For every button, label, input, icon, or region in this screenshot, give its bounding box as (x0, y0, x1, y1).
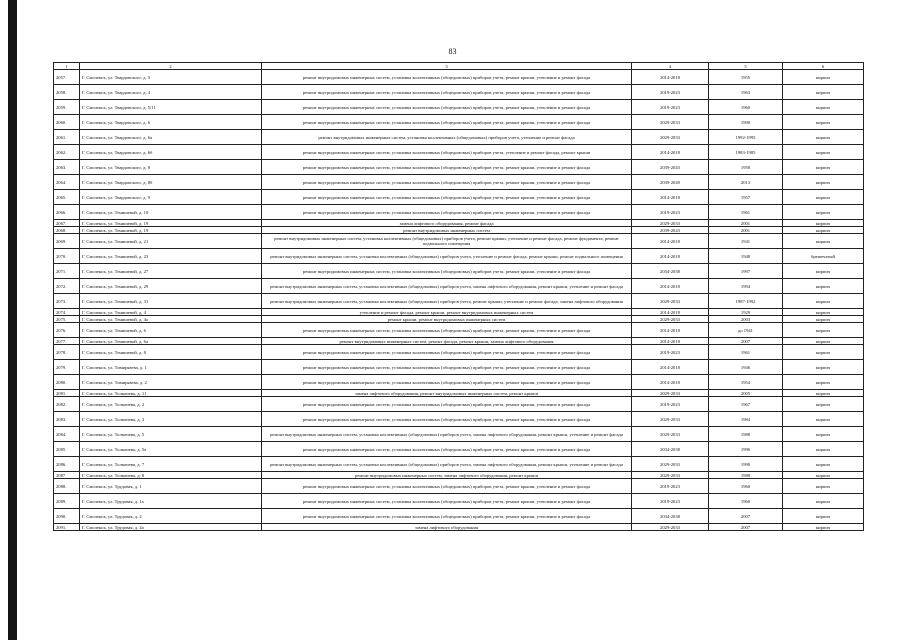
wall-material-cell: кирпич (783, 309, 864, 316)
wall-material-cell: кирпич (783, 397, 864, 412)
table-row (54, 130, 864, 145)
planned-period-cell: 2029-2033 (632, 390, 709, 397)
work-types-cell: ремонт внутридомовых инженерных систем, установка коллективных (общедомовых) приборов учета, ремонт крыши, утепление и ремонт фасада (262, 479, 632, 494)
table-row (54, 294, 864, 309)
wall-material-cell: кирпич (783, 472, 864, 479)
work-types-cell: ремонт внутридомовых инженерных систем, установка коллективных (общедомовых) приборов учета, утепление и ремонт фасада, ремонт крыши, ремонт подвального помещения (262, 249, 632, 264)
row-number: 2077. (54, 338, 80, 345)
row-number: 2081. (54, 390, 80, 397)
work-types-cell: ремонт внутридомовых инженерных систем, установка коллективных (общедомовых) приборов учета, ремонт крыши, утепление и ремонт фасада (262, 494, 632, 509)
work-types-cell: утепление и ремонт фасада, ремонт крыши, ремонт внутридомовых инженерных систем (262, 309, 632, 316)
row-number: 2063. (54, 160, 80, 175)
row-number: 2070. (54, 249, 80, 264)
planned-period-cell: 2014-2018 (632, 249, 709, 264)
table-row (54, 397, 864, 412)
address-cell: Г. Смоленск, ул. Толмачева, д. 5 (80, 427, 262, 442)
wall-material-cell: кирпич (783, 70, 864, 85)
row-number: 2089. (54, 494, 80, 509)
address-cell: Г. Смоленск, ул. Твардовского, д. 9 (80, 190, 262, 205)
table-row (54, 472, 864, 479)
work-types-cell: замена лифтового оборудования, ремонт фасада (262, 220, 632, 227)
planned-period-cell: 2014-2018 (632, 360, 709, 375)
row-number: 2060. (54, 115, 80, 130)
address-cell: Г. Смоленск, ул. Тенишевой, д. 29 (80, 279, 262, 294)
table-row (54, 264, 864, 279)
table-row (54, 85, 864, 100)
table-row (54, 175, 864, 190)
work-types-cell: ремонт внутридомовых инженерных систем, установка коллективных (общедомовых) приборов учета, ремонт крыши, утепление и ремонт фасада (262, 412, 632, 427)
planned-period-cell: 2029-2033 (632, 412, 709, 427)
row-number: 2058. (54, 85, 80, 100)
row-number: 2059. (54, 100, 80, 115)
work-types-cell: ремонт внутридомовых инженерных систем, замена лифтового оборудования, ремонт крыши (262, 472, 632, 479)
work-types-cell: ремонт внутридомовых инженерных систем, установка коллективных (общедомовых) приборов учета, ремонт крыши, утепление и ремонт фасада (262, 397, 632, 412)
row-number: 2061. (54, 130, 80, 145)
planned-period-cell: 2029-2033 (632, 472, 709, 479)
work-types-cell: ремонт внутридомовых инженерных систем (262, 227, 632, 234)
table-row (54, 160, 864, 175)
build-year-cell: 1988 (709, 472, 783, 479)
planned-period-cell: 2014-2018 (632, 309, 709, 316)
address-cell: Г. Смоленск, ул. Толмачева, д. 3 (80, 412, 262, 427)
row-number: 2079. (54, 360, 80, 375)
work-types-cell: замена лифтового оборудования, ремонт внутридомовых инженерных систем, ремонт крыши (262, 390, 632, 397)
table-row (54, 338, 864, 345)
wall-material-cell: кирпич (783, 227, 864, 234)
row-number: 2078. (54, 345, 80, 360)
address-cell: Г. Смоленск, ул. Тенишевой, д. 6а (80, 338, 262, 345)
work-types-cell: ремонт внутридомовых инженерных систем, установка коллективных (общедомовых) приборов учета, замена лифтового оборудования, ремонт крыши, утепление и ремонт фасада (262, 457, 632, 472)
table-row (54, 115, 864, 130)
address-cell: Г. Смоленск, ул. Трудовая, д. 2а (80, 524, 262, 531)
build-year-cell: 1961 (709, 345, 783, 360)
build-year-cell: 1994 (709, 279, 783, 294)
planned-period-cell: 2019-2023 (632, 494, 709, 509)
planned-period-cell: 2019-2023 (632, 479, 709, 494)
address-cell: Г. Смоленск, ул. Тенишевой, д. 4 (80, 309, 262, 316)
address-cell: Г. Смоленск, ул. Твардовского, д. 6 (80, 115, 262, 130)
build-year-cell: 1960 (709, 494, 783, 509)
build-year-cell: 1958 (709, 160, 783, 175)
work-types-cell: ремонт внутридомовых инженерных систем, установка коллективных (общедомовых) приборов учета, ремонт крыши, утепление и ремонт фасада (262, 160, 632, 175)
build-year-cell: 1954 (709, 375, 783, 390)
wall-material-cell: кирпич (783, 412, 864, 427)
row-number: 2072. (54, 279, 80, 294)
wall-material-cell: кирпич (783, 316, 864, 323)
address-cell: Г. Смоленск, ул. Тимирязева, д. 2 (80, 375, 262, 390)
table-row (54, 70, 864, 85)
planned-period-cell: 2014-2018 (632, 375, 709, 390)
build-year-cell: 1960 (709, 100, 783, 115)
table-row (54, 494, 864, 509)
address-cell: Г. Смоленск, ул. Твардовского, д. 3 (80, 70, 262, 85)
row-number: 2073. (54, 294, 80, 309)
wall-material-cell: кирпич (783, 234, 864, 249)
row-number: 2090. (54, 509, 80, 524)
table-row (54, 279, 864, 294)
build-year-cell: 2007 (709, 338, 783, 345)
row-number: 2085. (54, 442, 80, 457)
build-year-cell: 1983-1985 (709, 145, 783, 160)
address-cell: Г. Смоленск, ул. Тенишевой, д. 21 (80, 234, 262, 249)
wall-material-cell: кирпич (783, 279, 864, 294)
row-number: 2087. (54, 472, 80, 479)
wall-material-cell: кирпич (783, 442, 864, 457)
build-year-cell: 1960 (709, 479, 783, 494)
work-types-cell: ремонт внутридомовых инженерных систем, установка коллективных (общедомовых) приборов учета, ремонт крыши, утепление и ремонт фасада (262, 175, 632, 190)
work-types-cell: ремонт внутридомовых инженерных систем, установка коллективных (общедомовых) приборов учета, ремонт крыши, утепление и ремонт фасада (262, 360, 632, 375)
wall-material-cell: кирпич (783, 115, 864, 130)
table-row (54, 316, 864, 323)
row-number: 2083. (54, 412, 80, 427)
table-row (54, 205, 864, 220)
row-number: 2088. (54, 479, 80, 494)
table-row (54, 227, 864, 234)
planned-period-cell: 2034-2038 (632, 509, 709, 524)
work-types-cell: ремонт внутридомовых инженерных систем, установка коллективных (общедомовых) приборов учета, утепление и ремонт фасада (262, 130, 632, 145)
col-header-5: 5 (709, 63, 783, 70)
row-number: 2071. (54, 264, 80, 279)
work-types-cell: ремонт внутридомовых инженерных систем, установка коллективных (общедомовых) приборов учета, ремонт крыши, утепление и ремонт фасада, ремонт фундамента, ремонт подвального помещения (262, 234, 632, 249)
wall-material-cell: кирпич (783, 160, 864, 175)
work-types-cell: ремонт внутридомовых инженерных систем, установка коллективных (общедомовых) приборов учета, ремонт крыши, утепление и ремонт фасада (262, 100, 632, 115)
row-number: 2086. (54, 457, 80, 472)
address-cell: Г. Смоленск, ул. Трудовая, д. 1а (80, 494, 262, 509)
wall-material-cell: брешечатый (783, 249, 864, 264)
build-year-cell: 1948 (709, 249, 783, 264)
col-header-2: 2 (80, 63, 262, 70)
work-types-cell: ремонт внутридомовых инженерных систем, установка коллективных (общедомовых) приборов учета, ремонт крыши, утепление и ремонт фасада (262, 509, 632, 524)
wall-material-cell: кирпич (783, 345, 864, 360)
build-year-cell: 2005 (709, 390, 783, 397)
address-cell: Г. Смоленск, ул. Тенишевой, д. 4а (80, 316, 262, 323)
wall-material-cell: кирпич (783, 479, 864, 494)
address-cell: Г. Смоленск, ул. Тенишевой, д. 23 (80, 249, 262, 264)
planned-period-cell: 2029-2033 (632, 316, 709, 323)
planned-period-cell: 2014-2018 (632, 338, 709, 345)
work-types-cell: ремонт внутридомовых инженерных систем, установка коллективных (общедомовых) приборов учета, ремонт крыши, утепление и ремонт фасада, замена лифтового оборудования (262, 294, 632, 309)
address-cell: Г. Смоленск, ул. Тимирязева, д. 1 (80, 360, 262, 375)
build-year-cell: 1997 (709, 264, 783, 279)
work-types-cell: ремонт внутридомовых инженерных систем, установка коллективных (общедомовых) приборов учета, ремонт крыши, утепление и ремонт фасада (262, 205, 632, 220)
work-types-cell: ремонт внутридомовых инженерных систем, ремонт фасада, ремонт крыши, замена лифтового оборудования (262, 338, 632, 345)
build-year-cell: 2013 (709, 175, 783, 190)
table-row (54, 412, 864, 427)
table-row (54, 479, 864, 494)
col-header-6: 6 (783, 63, 864, 70)
address-cell: Г. Смоленск, ул. Тенишевой, д. 8 (80, 345, 262, 360)
build-year-cell: 1963 (709, 85, 783, 100)
work-types-cell: ремонт внутридомовых инженерных систем, установка коллективных (общедомовых) приборов учета, ремонт крыши, утепление и ремонт фасада (262, 264, 632, 279)
work-types-cell: ремонт внутридомовых инженерных систем, установка коллективных (общедомовых) приборов учета, ремонт крыши, утепление и ремонт фасада (262, 85, 632, 100)
work-types-cell: ремонт внутридомовых инженерных систем, установка коллективных (общедомовых) приборов учета, ремонт крыши, утепление и ремонт фасада (262, 375, 632, 390)
build-year-cell: 1957 (709, 190, 783, 205)
wall-material-cell: кирпич (783, 509, 864, 524)
build-year-cell: 1987-1992 (709, 294, 783, 309)
table-row (54, 390, 864, 397)
work-types-cell: замена лифтового оборудования (262, 524, 632, 531)
table-row (54, 360, 864, 375)
planned-period-cell: 2034-2038 (632, 264, 709, 279)
planned-period-cell: 2014-2018 (632, 145, 709, 160)
table-row (54, 375, 864, 390)
planned-period-cell: 2019-2023 (632, 205, 709, 220)
wall-material-cell: кирпич (783, 145, 864, 160)
table-row (54, 249, 864, 264)
wall-material-cell: кирпич (783, 85, 864, 100)
address-cell: Г. Смоленск, ул. Толмачева, д. 2 (80, 397, 262, 412)
table-row (54, 524, 864, 531)
wall-material-cell: кирпич (783, 427, 864, 442)
column-number-row (54, 63, 864, 70)
work-types-cell: ремонт внутридомовых инженерных систем, установка коллективных (общедомовых) приборов учета, ремонт крыши, утепление и ремонт фасада (262, 70, 632, 85)
row-number: 2067. (54, 220, 80, 227)
row-number: 2082. (54, 397, 80, 412)
wall-material-cell: кирпич (783, 360, 864, 375)
address-cell: Г. Смоленск, ул. Тенишевой, д. 27 (80, 264, 262, 279)
row-number: 2065. (54, 190, 80, 205)
build-year-cell: 1990 (709, 457, 783, 472)
build-year-cell: 1990 (709, 115, 783, 130)
address-cell: Г. Смоленск, ул. Твардовского, д. 4 (80, 85, 262, 100)
planned-period-cell: 2029-2033 (632, 220, 709, 227)
scan-edge-bar (8, 0, 17, 640)
address-cell: Г. Смоленск, ул. Толмачева, д. 8 (80, 472, 262, 479)
address-cell: Г. Смоленск, ул. Толмачева, д. 7 (80, 457, 262, 472)
planned-period-cell: 2029-2033 (632, 115, 709, 130)
address-cell: Г. Смоленск, ул. Толмачева, д. 11 (80, 390, 262, 397)
wall-material-cell: кирпич (783, 190, 864, 205)
work-types-cell: ремонт крыши, ремонт внутридомовых инженерных систем (262, 316, 632, 323)
address-cell: Г. Смоленск, ул. Тенишевой, д. 19 (80, 220, 262, 227)
planned-period-cell: 2029-2033 (632, 427, 709, 442)
wall-material-cell: кирпич (783, 494, 864, 509)
row-number: 2068. (54, 227, 80, 234)
work-types-cell: ремонт внутридомовых инженерных систем, установка коллективных (общедомовых) приборов учета, ремонт крыши, утепление и ремонт фасада (262, 323, 632, 338)
wall-material-cell: кирпич (783, 220, 864, 227)
build-year-cell: 1967 (709, 397, 783, 412)
table-row (54, 309, 864, 316)
build-year-cell: 2001 (709, 227, 783, 234)
wall-material-cell: кирпич (783, 457, 864, 472)
build-year-cell: 1946 (709, 360, 783, 375)
col-header-3: 3 (262, 63, 632, 70)
build-year-cell: 1992-1995 (709, 130, 783, 145)
build-year-cell: 1984 (709, 412, 783, 427)
repair-program-table (53, 62, 864, 531)
table-row (54, 323, 864, 338)
table-row (54, 100, 864, 115)
table-row (54, 234, 864, 249)
planned-period-cell: 2014-2018 (632, 190, 709, 205)
address-cell: Г. Смоленск, ул. Твардовского, д. 6б (80, 145, 262, 160)
planned-period-cell: 2029-2033 (632, 130, 709, 145)
row-number: 2084. (54, 427, 80, 442)
planned-period-cell: 2014-2018 (632, 323, 709, 338)
row-number: 2091. (54, 524, 80, 531)
planned-period-cell: 2014-2018 (632, 70, 709, 85)
address-cell: Г. Смоленск, ул. Твардовского, д. 8б (80, 175, 262, 190)
planned-period-cell: 2019-2023 (632, 100, 709, 115)
table-row (54, 220, 864, 227)
wall-material-cell: кирпич (783, 294, 864, 309)
address-cell: Г. Смоленск, ул. Тенишевой, д. 10 (80, 205, 262, 220)
planned-period-cell: 2034-2038 (632, 442, 709, 457)
build-year-cell: 2001 (709, 220, 783, 227)
row-number: 2075. (54, 316, 80, 323)
table-row (54, 457, 864, 472)
wall-material-cell: кирпич (783, 264, 864, 279)
planned-period-cell: 2019-2023 (632, 85, 709, 100)
wall-material-cell: кирпич (783, 390, 864, 397)
table-row (54, 190, 864, 205)
planned-period-cell: 2039-2043 (632, 160, 709, 175)
address-cell: Г. Смоленск, ул. Тенишевой, д. 31 (80, 294, 262, 309)
address-cell: Г. Смоленск, ул. Трудовая, д. 1 (80, 479, 262, 494)
planned-period-cell: 2014-2018 (632, 234, 709, 249)
work-types-cell: ремонт внутридомовых инженерных систем, установка коллективных (общедомовых) приборов учета, утепление и ремонт фасада, ремонт крыши (262, 145, 632, 160)
wall-material-cell: кирпич (783, 175, 864, 190)
build-year-cell: 2007 (709, 524, 783, 531)
address-cell: Г. Смоленск, ул. Тенишевой, д. 19 (80, 227, 262, 234)
build-year-cell: 1941 (709, 234, 783, 249)
work-types-cell: ремонт внутридомовых инженерных систем, установка коллективных (общедомовых) приборов учета, ремонт крыши, утепление и ремонт фасада (262, 190, 632, 205)
build-year-cell: 1929 (709, 309, 783, 316)
wall-material-cell: кирпич (783, 375, 864, 390)
wall-material-cell: кирпич (783, 524, 864, 531)
address-cell: Г. Смоленск, ул. Тенишевой, д. 6 (80, 323, 262, 338)
col-header-1: 1 (54, 63, 80, 70)
work-types-cell: ремонт внутридомовых инженерных систем, установка коллективных (общедомовых) приборов учета, ремонт крыши, утепление и ремонт фасада (262, 442, 632, 457)
work-types-cell: ремонт внутридомовых инженерных систем, установка коллективных (общедомовых) приборов учета, замена лифтового оборудования, ремонт крыши, утепление и ремонт фасада (262, 427, 632, 442)
address-cell: Г. Смоленск, ул. Твардовского, д. 6а (80, 130, 262, 145)
planned-period-cell: 2029-2033 (632, 294, 709, 309)
wall-material-cell: кирпич (783, 100, 864, 115)
address-cell: Г. Смоленск, ул. Толмачева, д. 5а (80, 442, 262, 457)
build-year-cell: 1955 (709, 70, 783, 85)
table-row (54, 509, 864, 524)
planned-period-cell: 2039-2049 (632, 175, 709, 190)
row-number: 2066. (54, 205, 80, 220)
build-year-cell: 1961 (709, 205, 783, 220)
row-number: 2074. (54, 309, 80, 316)
build-year-cell: 1988 (709, 427, 783, 442)
work-types-cell: ремонт внутридомовых инженерных систем, установка коллективных (общедомовых) приборов учета, ремонт крыши, утепление и ремонт фасада (262, 345, 632, 360)
build-year-cell: 2007 (709, 509, 783, 524)
work-types-cell: ремонт внутридомовых инженерных систем, установка коллективных (общедомовых) приборов учета, ремонт крыши, утепление и ремонт фасада (262, 115, 632, 130)
page-number: 83 (448, 47, 457, 56)
row-number: 2069. (54, 234, 80, 249)
wall-material-cell: кирпич (783, 323, 864, 338)
address-cell: Г. Смоленск, ул. Трудовая, д. 2 (80, 509, 262, 524)
build-year-cell: 1996 (709, 442, 783, 457)
planned-period-cell: 2014-2018 (632, 279, 709, 294)
wall-material-cell: кирпич (783, 130, 864, 145)
planned-period-cell: 2019-2023 (632, 397, 709, 412)
work-types-cell: ремонт внутридомовых инженерных систем, установка коллективных (общедомовых) приборов учета, замена лифтового оборудования, ремонт крыши, утепление и ремонт фасада (262, 279, 632, 294)
row-number: 2076. (54, 323, 80, 338)
row-number: 2080. (54, 375, 80, 390)
wall-material-cell: кирпич (783, 338, 864, 345)
wall-material-cell: кирпич (783, 205, 864, 220)
col-header-4: 4 (632, 63, 709, 70)
planned-period-cell: 2029-2033 (632, 524, 709, 531)
table-row (54, 442, 864, 457)
table-row (54, 345, 864, 360)
planned-period-cell: 2019-2023 (632, 345, 709, 360)
table-row (54, 427, 864, 442)
row-number: 2064. (54, 175, 80, 190)
address-cell: Г. Смоленск, ул. Твардовского, д. 8 (80, 160, 262, 175)
build-year-cell: 2003 (709, 316, 783, 323)
planned-period-cell: 2029-2033 (632, 457, 709, 472)
planned-period-cell: 2039-2043 (632, 227, 709, 234)
build-year-cell: до 1941 (709, 323, 783, 338)
table-row (54, 145, 864, 160)
row-number: 2062. (54, 145, 80, 160)
address-cell: Г. Смоленск, ул. Твардовского, д. 5/11 (80, 100, 262, 115)
row-number: 2057. (54, 70, 80, 85)
